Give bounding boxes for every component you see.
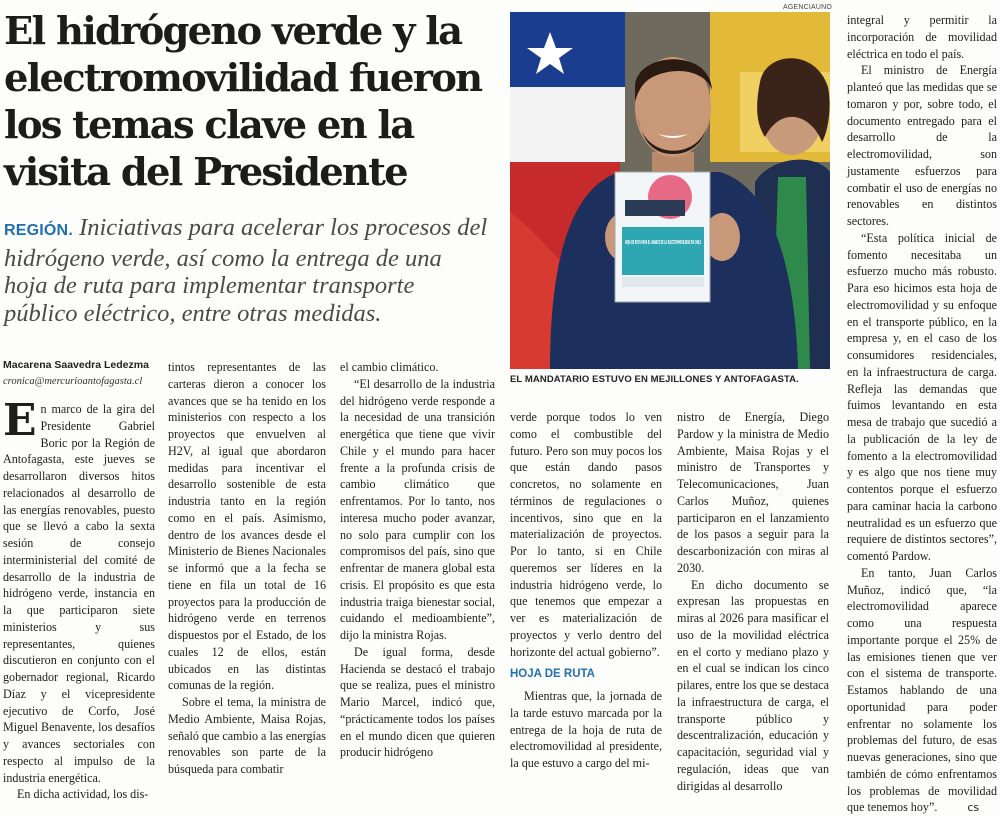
photo-credit: AGENCIAUNO — [783, 4, 833, 11]
drop-cap: E — [3, 395, 37, 446]
deck-line: público eléctrico, entre otras medidas. — [4, 299, 382, 327]
paragraph: En dicha actividad, los dis- — [17, 787, 149, 802]
author-email[interactable]: cronica@mercurioantofagasta.cl — [3, 376, 143, 387]
paragraph: tintos representantes de las carteras dieron a conocer los avances que se ha tenido en los ministerios con respecto a los proyectos que envuelven al H2V, al igual que abordaron medidas para incentivar el desarrollo sostenible de esta industria tanto en la región como en el país. Asimismo, dentro de los avances desde el Ministerio de Bienes Nacionales se informó que a la fecha se tiene en fila un total de 16 proyectos para la producción de hidrógeno verde en terrenos dispuestos por el Estado, de los cuales 12 de ellos, están ubicados en las distintas comunas de la región. — [168, 360, 326, 693]
paragraph: “El desarrollo de la industria del hidrógeno verde responde a la necesidad de una transición energética que tiene que vivir Chile y el mundo para hacer frente a la profunda crisis de cambio climático que enfrentamos. Por lo tanto, nos interesa mucho poder avanzar, no solo para cumplir con los compromisos del país, sino que enfrentar de manera global esta crisis. El propósito es que esta industria traiga bienestar social, cuidando el medioambiente”, dijo la ministra Rojas. — [340, 376, 495, 642]
column-1 — [3, 395, 155, 803]
column-3 — [340, 359, 495, 761]
booklet-title: HOJA DE RUTA PARA EL AVANCE DE LA ELECTROMOVILIDAD EN CHILE — [625, 240, 702, 246]
headline-line: electromovilidad fueron — [4, 56, 482, 101]
paragraph: Sobre el tema, la ministra de Medio Ambiente, Maisa Rojas, señaló que cambio a las energías renovables son parte de la búsqueda para combatir — [168, 695, 326, 776]
author-name: Macarena Saavedra Ledezma — [3, 359, 149, 371]
end-mark-icon: cs — [967, 801, 980, 815]
subhead-hoja-de-ruta: HOJA DE RUTA — [510, 668, 595, 681]
paragraph: En marco de la gira del Presidente Gabriel Boric por la Región de Antofagasta, este jueves se desarrollaron diversos hitos relacionados al desarrollo de las energías renovables, puesto que se llevó a cabo la sexta sesión de consejo interministerial del comité de desarrollo de la industria de hidrógeno verde, instancia en la que participaron siete ministerios y sus representantes, quienes discutieron en conjunto con el gobernador regional, Ricardo Díaz y el vicepresidente ejecutivo de Corfo, José Miguel Benavente, los desafíos y avances sectoriales con respecto al impulso de la industria energética. — [3, 395, 155, 785]
column-6 — [847, 12, 997, 817]
article-photo — [510, 12, 830, 369]
photo-illustration — [510, 12, 830, 369]
column-4 — [510, 409, 662, 772]
headline — [4, 8, 504, 196]
paragraph: el cambio climático. — [340, 360, 439, 374]
deck — [4, 214, 504, 327]
headline-line: El hidrógeno verde y la — [4, 9, 462, 54]
deck-line: hoja de ruta para implementar transporte — [4, 272, 415, 299]
paragraph: En tanto, Juan Carlos Muñoz, indicó que, “la electromovilidad aparece como una respuesta importante porque el 25% de las emisiones tienen que ver con el sistema de transporte. Estamos hablando de una oportunidad para poder enfrentar no solamente los problemas del futuro, de esas nuevas generaciones, sino que también de cómo enfrentamos los problemas de movilidad que tenemos hoy”. cs — [847, 565, 997, 815]
paragraph: El ministro de Energía planteó que las medidas que se tomaron y por, sobre todo, el documento entregado para el desarrollo de la electromovilidad, son justamente esfuerzos para combatir el uso de energías no renovables en distintos sectores. — [847, 63, 997, 228]
column-2 — [168, 359, 326, 778]
section-kicker: REGIÓN. — [4, 222, 73, 239]
deck-line: Iniciativas para acelerar los procesos del — [79, 214, 488, 241]
paragraph: De igual forma, desde Hacienda se destacó el trabajo que se realiza, pues el ministro Mario Marcel, indicó que, “prácticamente todos los países en el mundo dicen que quieren producir hidrógeno — [340, 644, 495, 760]
paragraph: En dicho documento se expresan las propuestas en miras al 2026 para masificar el uso de la movilidad eléctrica en el corto y mediano plazo y en el cual se indican los cinco pilares, entre los que se destaca la infraestructura de carga, el transporte público y descentralización, educación y capacitación, seguridad vial y regulación, ideas que van dirigidas al desarrollo — [677, 577, 829, 793]
paragraph: Mientras que, la jornada de la tarde estuvo marcada por la entrega de la hoja de ruta de electromovilidad al presidente, la que estuvo a cargo del mi- — [510, 689, 662, 770]
column-5 — [677, 409, 829, 794]
headline-line: visita del Presidente — [4, 150, 407, 195]
paragraph: integral y permitir la incorporación de movilidad eléctrica en todo el país. — [847, 13, 997, 61]
paragraph: “Esta política inicial de fomento necesitaba un esfuerzo mucho más robusto. Para eso hicimos esta hoja de electromovilidad y su enfoque en el transporte público, en la empresa y, en el caso de los consumidores residenciales, en la infraestructura de carga. Refleja las demandas que fuimos levantando en esta mesa de trabajo que sucedió a la publicación de la ley de fomento a la electromovilidad y es algo que nos tiene muy contentos porque el esfuerzo para caminar hacia la carbono neutralidad es un esfuerzo que requiere de distintos sectores”, comentó Pardow. — [847, 230, 997, 563]
paragraph: verde porque todos lo ven como el combustible del futuro. Pero son muy pocos los que están dando pasos concretos, no solamente en términos de regulaciones o incentivos, sino que en la materialización de proyectos. Por lo tanto, si en Chile queremos ser líderes en la industria hidrógeno verde, lo que tenemos que empezar a ver es materialización de proyectos y verlo dentro del horizonte del actual gobierno”. — [510, 410, 662, 659]
headline-line: los temas clave en la — [4, 103, 414, 148]
paragraph: nistro de Energía, Diego Pardow y la ministra de Medio Ambiente, Maisa Rojas y el ministro de Transportes y Telecomunicaciones, Juan Carlos Muñoz, quienes participaron en el lanzamiento de los pasos a seguir para la descarbonización con miras al 2030. — [677, 410, 829, 575]
byline — [3, 359, 149, 387]
photo-caption: EL MANDATARIO ESTUVO EN MEJILLONES Y ANTOFAGASTA. — [510, 374, 799, 385]
deck-line: hidrógeno verde, así como la entrega de una — [4, 244, 442, 272]
